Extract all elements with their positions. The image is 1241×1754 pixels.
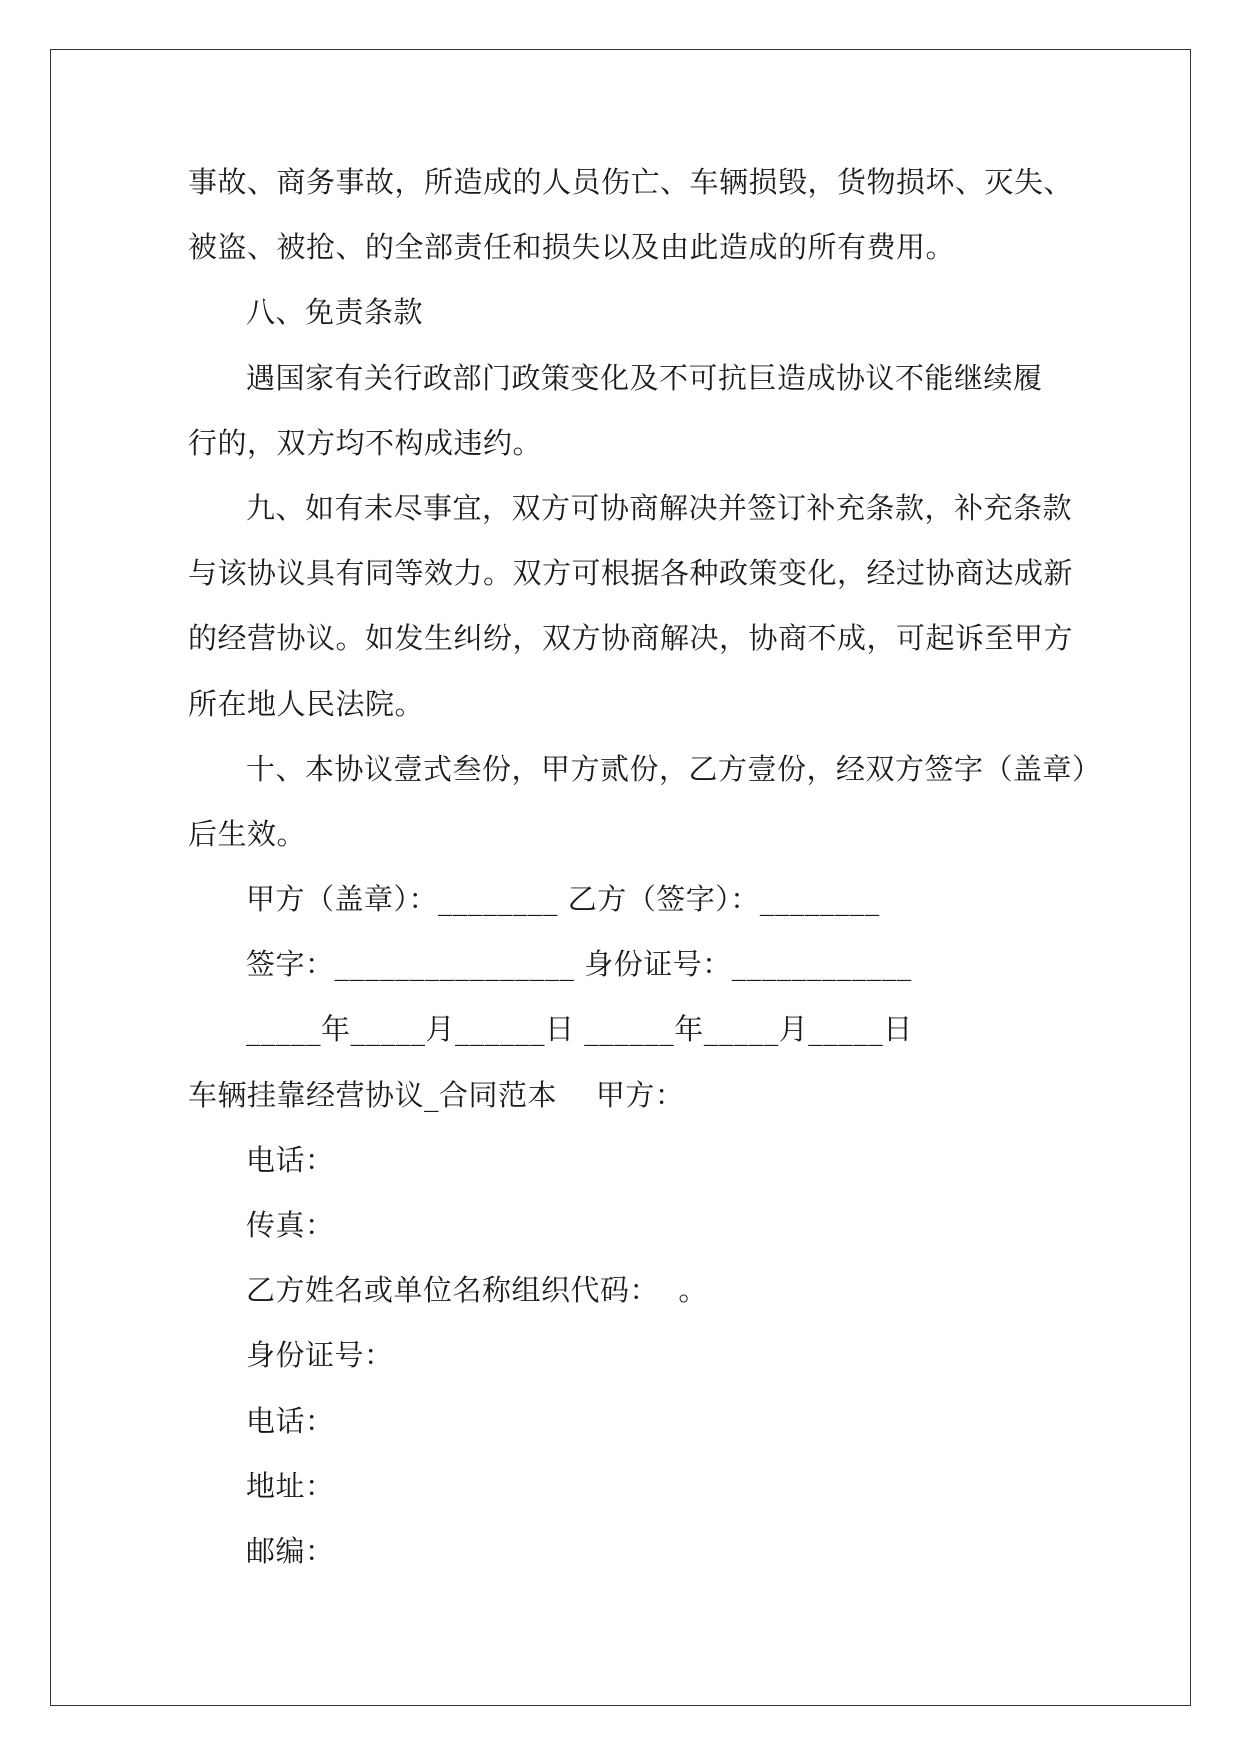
field-phone-2: 电话： <box>246 1403 335 1438</box>
text-line-1: 事故、商务事故，所造成的人员伤亡、车辆损毁，货物损坏、灭失、 <box>188 165 1074 199</box>
field-id-number: 身份证号： <box>246 1338 394 1373</box>
text-line-8: 的经营协议。如发生纠纷，双方协商解决，协商不成，可起诉至甲方 <box>188 621 1074 656</box>
text-line-6: 九、如有未尽事宜，双方可协商解决并签订补充条款，补充条款 <box>246 490 1073 525</box>
text-line-7: 与该协议具有同等效力。双方可根据各种政策变化，经过协商达成新 <box>188 556 1074 591</box>
text-line-4: 遇国家有关行政部门政策变化及不可抗巨造成协议不能继续履 <box>246 360 1043 395</box>
text-line-5: 行的，双方均不构成违约。 <box>188 425 543 460</box>
signature-id-line: 签字：________________ 身份证号：____________ <box>246 947 912 982</box>
field-party-b-name: 乙方姓名或单位名称组织代码： 。 <box>246 1273 708 1308</box>
signature-party-line: 甲方（盖章）：________ 乙方（签字）：________ <box>246 882 880 917</box>
contract-title-line: 车辆挂靠经营协议_合同范本 甲方： <box>188 1077 685 1112</box>
field-phone: 电话： <box>246 1142 335 1177</box>
section-heading-8: 八、免责条款 <box>246 295 424 330</box>
field-address: 地址： <box>246 1468 335 1503</box>
field-postcode: 邮编： <box>246 1533 335 1568</box>
text-line-2: 被盗、被抢、的全部责任和损失以及由此造成的所有费用。 <box>188 230 956 265</box>
field-fax: 传真： <box>246 1208 335 1242</box>
document-body <box>188 160 1102 1594</box>
signature-date-line: _____年_____月______日 ______年_____月_____日 <box>246 1012 913 1047</box>
text-line-10: 十、本协议壹式叁份，甲方贰份，乙方壹份，经双方签字（盖章） <box>246 751 1102 786</box>
text-line-11: 后生效。 <box>188 816 307 851</box>
text-line-9: 所在地人民法院。 <box>188 686 425 721</box>
